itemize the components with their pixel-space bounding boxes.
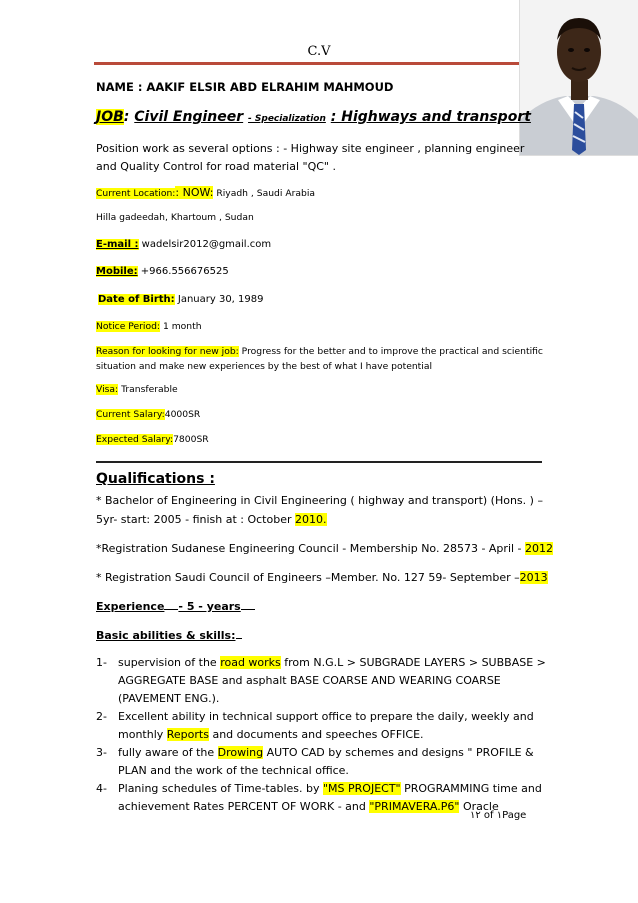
abilities-list bbox=[96, 654, 546, 816]
experience-label: Experience bbox=[96, 600, 165, 613]
job-spec-label: - Specialization bbox=[248, 114, 326, 124]
dob-line bbox=[98, 294, 264, 305]
ability-number: 2- bbox=[96, 710, 107, 723]
location-now: : NOW: bbox=[175, 186, 214, 199]
salary-value: 4000SR bbox=[164, 409, 201, 420]
reason-value-1: Progress for the better and to improve the practical and scientific bbox=[238, 346, 543, 357]
profile-photo-drawing bbox=[520, 0, 638, 155]
reg-sudan-year: 2012 bbox=[525, 542, 554, 555]
ability-highlight: Reports bbox=[166, 728, 209, 741]
visa-line bbox=[96, 384, 178, 395]
ability-number: 4- bbox=[96, 782, 107, 795]
email-label: E-mail : bbox=[96, 239, 139, 250]
reason-label: Reason for looking for new job: bbox=[96, 346, 239, 357]
abilities-heading bbox=[96, 627, 242, 642]
ability-text-end: AUTO CAD by schemes and designs " PROFILE & PLAN and the work of the technical office. bbox=[118, 746, 534, 777]
degree-line-2 bbox=[96, 513, 327, 526]
email-line bbox=[96, 239, 271, 250]
experience-gap bbox=[164, 598, 178, 610]
reason-line bbox=[96, 346, 543, 357]
ability-text-end: and documents and speeches OFFICE. bbox=[208, 728, 424, 741]
location-line bbox=[96, 186, 315, 199]
degree-year: 2010. bbox=[295, 513, 327, 526]
reg-saudi-year: 2013 bbox=[519, 571, 548, 584]
notice-label: Notice Period: bbox=[96, 321, 161, 332]
email-value: wadelsir2012@gmail.com bbox=[138, 239, 272, 250]
profile-photo bbox=[519, 0, 638, 156]
ability-text: fully aware of the bbox=[118, 746, 218, 759]
job-title: Civil Engineer bbox=[134, 109, 244, 125]
expected-salary-value: 7800SR bbox=[173, 434, 209, 445]
ability-text-end: Oracle bbox=[459, 800, 499, 813]
notice-line bbox=[96, 321, 202, 332]
page-title: C.V bbox=[307, 44, 331, 59]
section-divider bbox=[96, 461, 542, 463]
visa-label: Visa: bbox=[96, 384, 119, 395]
mobile-label: Mobile: bbox=[96, 266, 138, 277]
ability-highlight: road works bbox=[220, 656, 281, 669]
ability-text: Excellent ability in technical support office to prepare the daily, weekly and monthly bbox=[118, 710, 534, 741]
candidate-name: NAME : AAKIF ELSIR ABD ELRAHIM MAHMOUD bbox=[96, 80, 394, 94]
ability-highlight: "MS PROJECT" bbox=[323, 782, 401, 795]
salary-line bbox=[96, 409, 200, 420]
ability-item bbox=[96, 654, 546, 708]
expected-salary-line bbox=[96, 434, 209, 445]
abilities-heading-text: Basic abilities & skills: bbox=[96, 629, 236, 642]
summary-text: Position work as several options : - Highway site engineer , planning engineer and Quality Control for road material "QC" . bbox=[96, 142, 525, 173]
ability-number: 3- bbox=[96, 746, 107, 759]
address-line: Hilla gadeedah, Khartoum , Sudan bbox=[96, 212, 254, 223]
page-number: ١٢ of ١Page bbox=[470, 810, 527, 821]
notice-value: 1 month bbox=[160, 321, 202, 332]
job-colon: : bbox=[123, 109, 130, 125]
reason-line-2: situation and make new experiences by the best of what I have potential bbox=[96, 361, 433, 372]
dob-value: January 30, 1989 bbox=[174, 294, 264, 305]
abilities-heading-gap bbox=[236, 627, 242, 639]
ability-item bbox=[96, 744, 546, 780]
degree-text: 5yr- start: 2005 - finish at : October bbox=[96, 513, 295, 526]
experience-gap-2 bbox=[241, 598, 255, 610]
title-rule bbox=[94, 62, 520, 65]
job-line bbox=[96, 109, 531, 125]
reg-saudi-text: * Registration Saudi Council of Engineers –Member. No. 127 59- September – bbox=[96, 571, 520, 584]
ability-text: supervision of the bbox=[118, 656, 221, 669]
ability-item bbox=[96, 708, 546, 744]
ability-text-end: from N.G.L > SUBGRADE LAYERS > SUBBASE > AGGREGATE BASE and asphalt BASE COARSE AND WEARING COARSE (PAVEMENT ENG.). bbox=[118, 656, 546, 705]
registration-sudan bbox=[96, 542, 553, 555]
salary-label: Current Salary: bbox=[96, 409, 165, 420]
experience-years: - 5 - years bbox=[178, 600, 241, 613]
degree-line-1: * Bachelor of Engineering in Civil Engineering ( highway and transport) (Hons. ) – bbox=[96, 494, 543, 507]
ability-number: 1- bbox=[96, 656, 107, 669]
mobile-value: +966.556676525 bbox=[137, 266, 229, 277]
job-field: : Highways and transport bbox=[330, 109, 531, 125]
ability-highlight-2: "PRIMAVERA.P6" bbox=[369, 800, 460, 813]
ability-text-mid: PROGRAMMING time and achievement Rates PERCENT OF WORK - and bbox=[118, 782, 542, 813]
location-label: Current Location: bbox=[96, 188, 176, 199]
job-prefix: JOB bbox=[96, 109, 124, 125]
qualifications-heading: Qualifications : bbox=[96, 471, 215, 487]
registration-saudi bbox=[96, 571, 548, 584]
visa-value: Transferable bbox=[118, 384, 178, 395]
mobile-line bbox=[96, 266, 229, 277]
ability-highlight: Drowing bbox=[217, 746, 264, 759]
reg-sudan-text: *Registration Sudanese Engineering Council - Membership No. 28573 - April - bbox=[96, 542, 526, 555]
experience-line bbox=[96, 598, 255, 613]
location-value: Riyadh , Saudi Arabia bbox=[213, 188, 316, 199]
expected-salary-label: Expected Salary: bbox=[96, 434, 174, 445]
dob-label: Date of Birth: bbox=[98, 294, 175, 305]
ability-text: Planing schedules of Time-tables. by bbox=[118, 782, 323, 795]
